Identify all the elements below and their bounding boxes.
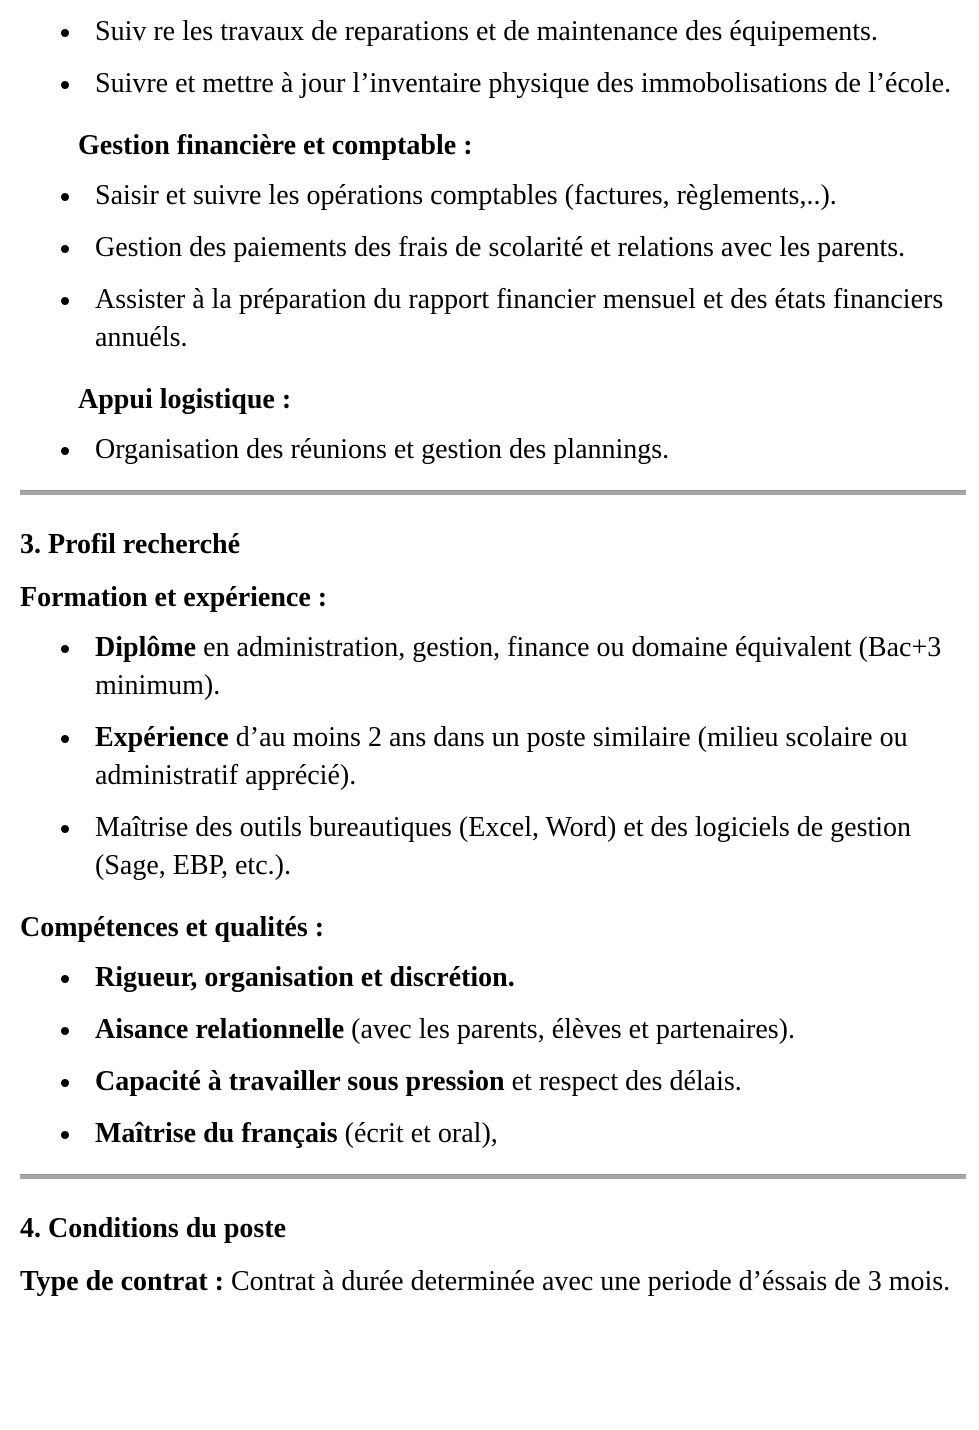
list-item bbox=[20, 809, 966, 885]
heading-gestion-financiere: Gestion financière et comptable : bbox=[78, 130, 473, 161]
list-item-text: Maîtrise des outils bureautiques (Excel, Word) et des logiciels de gestion (Sage, EBP, etc.). bbox=[95, 812, 912, 881]
bullet-icon bbox=[61, 447, 69, 455]
contract-paragraph bbox=[20, 1263, 966, 1301]
list-item-lead: Diplôme bbox=[95, 632, 197, 663]
list-item-text: Organisation des réunions et gestion des plannings. bbox=[95, 434, 670, 465]
list-item-lead: Expérience bbox=[95, 722, 229, 753]
heading-competences-qualites: Compétences et qualités : bbox=[20, 912, 325, 943]
list-item-lead: Rigueur, organisation et discrétion. bbox=[95, 962, 515, 993]
bullet-icon bbox=[61, 1027, 69, 1035]
list-item-lead: Aisance relationnelle bbox=[95, 1014, 345, 1045]
list-item bbox=[20, 13, 966, 51]
bullet-icon bbox=[61, 825, 69, 833]
bullet-icon bbox=[61, 81, 69, 89]
missions-general-list bbox=[20, 13, 966, 103]
list-item bbox=[20, 1115, 966, 1153]
list-item-text: (écrit et oral), bbox=[337, 1118, 498, 1149]
heading-appui-logistique: Appui logistique : bbox=[78, 384, 292, 415]
bullet-icon bbox=[61, 735, 69, 743]
list-item bbox=[20, 281, 966, 357]
profile-formation-list bbox=[20, 629, 966, 885]
profile-skills-list bbox=[20, 959, 966, 1153]
list-item bbox=[20, 629, 966, 705]
list-item-lead: Capacité à travailler sous pression bbox=[95, 1066, 505, 1097]
missions-finance-list bbox=[20, 177, 966, 357]
bullet-icon bbox=[61, 645, 69, 653]
list-item-text: Assister à la préparation du rapport financier mensuel et des états financiers annuéls. bbox=[95, 284, 944, 353]
contract-label: Type de contrat : bbox=[20, 1266, 224, 1297]
list-item bbox=[20, 65, 966, 103]
list-item bbox=[20, 431, 966, 469]
list-item bbox=[20, 177, 966, 215]
list-item-text: Gestion des paiements des frais de scolarité et relations avec les parents. bbox=[95, 232, 906, 263]
list-item bbox=[20, 959, 966, 997]
horizontal-divider bbox=[20, 1174, 966, 1179]
list-item bbox=[20, 229, 966, 267]
list-item-text: en administration, gestion, finance ou domaine équivalent (Bac+3 minimum). bbox=[95, 632, 942, 701]
bullet-icon bbox=[61, 245, 69, 253]
list-item-text: et respect des délais. bbox=[504, 1066, 742, 1097]
list-item bbox=[20, 719, 966, 795]
missions-logistics-list bbox=[20, 431, 966, 469]
contract-text: Contrat à durée determinée avec une periode d’éssais de 3 mois. bbox=[224, 1266, 951, 1297]
bullet-icon bbox=[61, 1131, 69, 1139]
heading-formation-experience: Formation et expérience : bbox=[20, 582, 328, 613]
list-item-text: d’au moins 2 ans dans un poste similaire (milieu scolaire ou administratif apprécié). bbox=[95, 722, 908, 791]
list-item-text: (avec les parents, élèves et partenaires). bbox=[344, 1014, 795, 1045]
list-item bbox=[20, 1063, 966, 1101]
bullet-icon bbox=[61, 297, 69, 305]
bullet-icon bbox=[61, 1079, 69, 1087]
heading-conditions-poste: 4. Conditions du poste bbox=[20, 1213, 287, 1244]
heading-profil-recherche: 3. Profil recherché bbox=[20, 529, 241, 560]
bullet-icon bbox=[61, 975, 69, 983]
bullet-icon bbox=[61, 193, 69, 201]
horizontal-divider bbox=[20, 490, 966, 495]
list-item-lead: Maîtrise du français bbox=[95, 1118, 338, 1149]
list-item-text: Saisir et suivre les opérations comptables (factures, règlements,..). bbox=[95, 180, 837, 211]
bullet-icon bbox=[61, 29, 69, 37]
list-item-text: Suivre et mettre à jour l’inventaire physique des immobolisations de l’école. bbox=[95, 68, 952, 99]
list-item bbox=[20, 1011, 966, 1049]
list-item-text: Suiv re les travaux de reparations et de maintenance des équipements. bbox=[95, 16, 878, 47]
